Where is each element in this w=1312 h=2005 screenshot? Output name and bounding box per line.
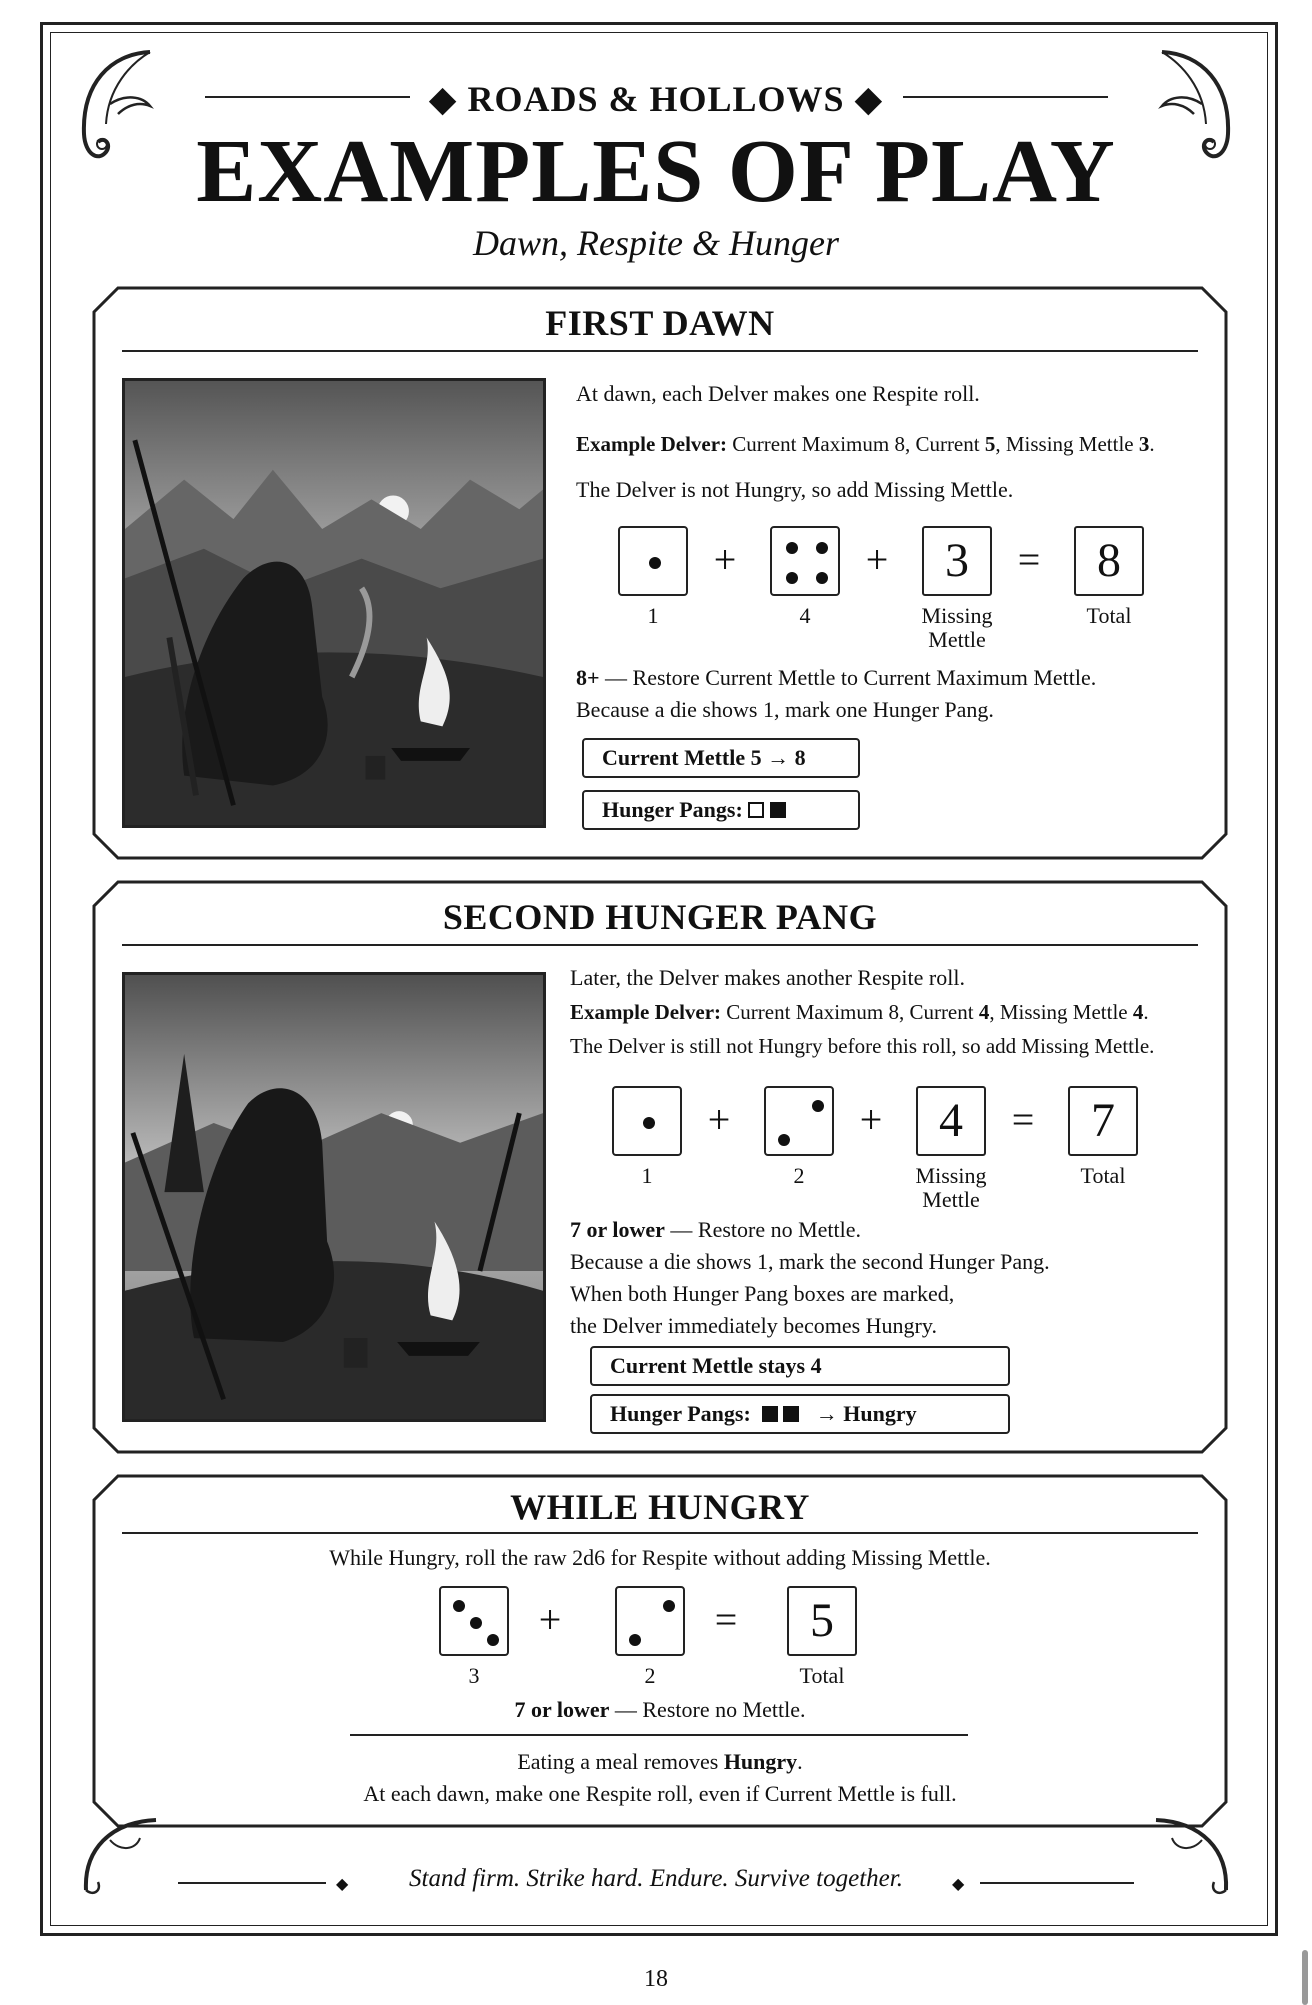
hunger-pang-checkbox <box>748 802 764 818</box>
diamond-ornament: ◆ <box>336 1876 349 1893</box>
equals-sign: = <box>1017 537 1041 582</box>
die-face <box>615 1586 685 1656</box>
page-subtitle: Dawn, Respite & Hunger <box>473 223 839 263</box>
die-caption: 1 <box>641 1163 653 1188</box>
hunger-pangs-box: Hunger Pangs: → Hungry <box>590 1394 1010 1434</box>
closing-text: At each dawn, make one Respite roll, even if Current Mettle is full. <box>363 1781 957 1806</box>
hunger-note: When both Hunger Pang boxes are marked, <box>570 1281 955 1306</box>
die-face <box>770 526 840 596</box>
die-pip <box>816 572 828 584</box>
rule-text: The Delver is still not Hungry before this roll, so add Missing Mettle. <box>570 1034 1155 1058</box>
footer-motto-row <box>0 1862 1312 1902</box>
result-text: 7 or lower — Restore no Mettle. <box>514 1697 806 1722</box>
die-face <box>764 1086 834 1156</box>
die-pip <box>629 1634 641 1646</box>
missing-mettle-caption: Missing Mettle <box>915 1163 987 1212</box>
hunger-pang-checkbox <box>762 1406 778 1422</box>
example-label: Example Delver: <box>570 1000 722 1024</box>
total-caption: Total <box>1080 1163 1126 1188</box>
die-pip <box>816 542 828 554</box>
die-pip <box>778 1134 790 1146</box>
equals-sign: = <box>714 1597 738 1642</box>
die-pip <box>643 1117 655 1129</box>
plus-sign: + <box>865 537 889 582</box>
hungry-status: → Hungry <box>815 1401 917 1426</box>
die-pip <box>487 1634 499 1646</box>
intro-text: At dawn, each Delver makes one Respite roll. <box>576 381 980 406</box>
hunger-pang-checkbox <box>783 1406 799 1422</box>
die-pip <box>470 1617 482 1629</box>
die-pip <box>453 1600 465 1612</box>
plus-sign: + <box>859 1097 883 1142</box>
total-caption: Total <box>1086 603 1132 628</box>
die-pip <box>786 572 798 584</box>
example-label: Example Delver: <box>576 432 728 456</box>
total-value: 8 <box>1074 526 1144 596</box>
die-pip <box>649 557 661 569</box>
section-title: FIRST DAWN <box>545 303 775 343</box>
header-rule-right <box>903 96 1108 98</box>
hunger-note: Because a die shows 1, mark one Hunger Pang. <box>576 697 994 722</box>
total-value: 5 <box>787 1586 857 1656</box>
result-text: 8+ — Restore Current Mettle to Current Maximum Mettle. <box>576 665 1097 690</box>
die-caption: 2 <box>644 1663 656 1688</box>
dice-equation <box>618 526 1138 656</box>
footer-rule-right <box>980 1882 1134 1884</box>
equals-sign: = <box>1011 1097 1035 1142</box>
section-rule <box>122 1532 1198 1534</box>
intro-text: While Hungry, roll the raw 2d6 for Respite without adding Missing Mettle. <box>329 1545 991 1570</box>
brand-name: ◆ ROADS & HOLLOWS ◆ <box>428 79 884 119</box>
section-rule <box>122 350 1198 352</box>
plus-sign: + <box>538 1597 562 1642</box>
current-mettle-box: Current Mettle stays 4 <box>590 1346 1010 1386</box>
missing-mettle-value: 3 <box>922 526 992 596</box>
diamond-ornament: ◆ <box>952 1876 965 1893</box>
die-caption: 2 <box>793 1163 805 1188</box>
scrollbar-thumb[interactable] <box>1302 1950 1308 2005</box>
section-title: SECOND HUNGER PANG <box>442 897 878 937</box>
die-caption: 3 <box>468 1663 480 1688</box>
closing-text: Eating a meal removes Hungry. <box>517 1749 803 1774</box>
dice-equation <box>612 1086 1132 1216</box>
die-face <box>612 1086 682 1156</box>
illustration-delver-dawn <box>122 378 546 828</box>
die-caption: 1 <box>647 603 659 628</box>
hunger-note: Because a die shows 1, mark the second Hunger Pang. <box>570 1249 1050 1274</box>
die-face <box>618 526 688 596</box>
total-caption: Total <box>799 1663 845 1688</box>
footer-motto: Stand firm. Strike hard. Endure. Survive together. <box>409 1865 903 1892</box>
intro-text: Later, the Delver makes another Respite roll. <box>570 965 965 990</box>
hunger-note: the Delver immediately becomes Hungry. <box>570 1313 937 1338</box>
die-caption: 4 <box>799 603 811 628</box>
die-pip <box>786 542 798 554</box>
plus-sign: + <box>713 537 737 582</box>
die-pip <box>812 1100 824 1112</box>
rule-text: The Delver is not Hungry, so add Missing Mettle. <box>576 477 1014 502</box>
example-delver-text: Example Delver: Current Maximum 8, Current 4, Missing Mettle 4. <box>570 1000 1149 1024</box>
illustration-delver-campfire <box>122 972 546 1422</box>
page-number: 18 <box>644 1966 668 1992</box>
page-title: EXAMPLES OF PLAY <box>196 122 1116 221</box>
example-delver-text: Example Delver: Current Maximum 8, Current 5, Missing Mettle 3. <box>576 432 1155 456</box>
panel-first-dawn <box>92 286 1228 860</box>
missing-mettle-caption: Missing Mettle <box>921 603 993 652</box>
panel-while-hungry <box>92 1474 1228 1828</box>
plus-sign: + <box>707 1097 731 1142</box>
section-title: WHILE HUNGRY <box>510 1487 810 1527</box>
die-pip <box>663 1600 675 1612</box>
current-mettle-box: Current Mettle 5 → 8 <box>582 738 860 778</box>
hunger-pang-checkbox <box>770 802 786 818</box>
die-face <box>439 1586 509 1656</box>
panel-second-hunger-pang <box>92 880 1228 1454</box>
closing-divider <box>350 1734 968 1736</box>
hunger-pangs-box: Hunger Pangs: <box>582 790 860 830</box>
result-text: 7 or lower — Restore no Mettle. <box>570 1217 862 1242</box>
missing-mettle-value: 4 <box>916 1086 986 1156</box>
header-brand-row <box>0 72 1312 122</box>
total-value: 7 <box>1068 1086 1138 1156</box>
section-rule <box>122 944 1198 946</box>
